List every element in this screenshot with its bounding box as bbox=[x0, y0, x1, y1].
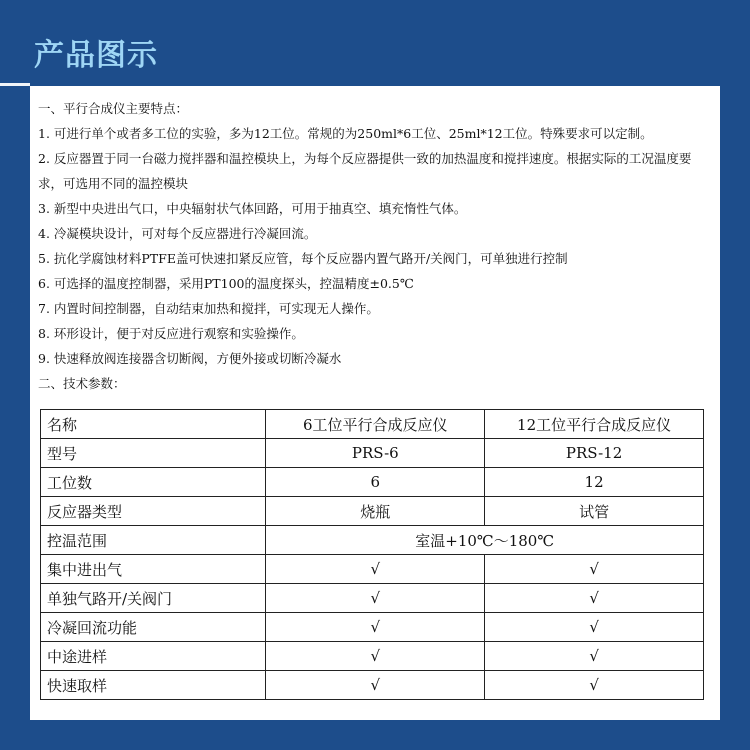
table-header-cell: 名称 bbox=[41, 410, 266, 439]
specs-table bbox=[40, 409, 704, 700]
table-cell: 反应器类型 bbox=[41, 497, 266, 526]
table-cell: PRS-6 bbox=[266, 439, 485, 468]
feature-item: 3. 新型中央进出气口，中央辐射状气体回路，可用于抽真空、填充惰性气体。 bbox=[38, 201, 467, 216]
check-icon: √ bbox=[589, 676, 599, 694]
table-cell: 型号 bbox=[41, 439, 266, 468]
check-icon: √ bbox=[589, 589, 599, 607]
table-cell-merged: 室温+10℃～180℃ bbox=[266, 526, 704, 555]
params-heading: 二、技术参数： bbox=[38, 376, 126, 391]
table-row bbox=[41, 642, 704, 671]
check-icon: √ bbox=[589, 647, 599, 665]
table-cell: PRS-12 bbox=[485, 439, 704, 468]
check-icon: √ bbox=[370, 647, 381, 665]
check-icon: √ bbox=[370, 589, 381, 607]
table-row bbox=[41, 497, 704, 526]
title-underline bbox=[0, 83, 30, 86]
table-row bbox=[41, 584, 704, 613]
features-heading: 一、平行合成仪主要特点： bbox=[38, 101, 189, 116]
check-cell bbox=[485, 642, 704, 671]
table-row bbox=[41, 468, 704, 497]
feature-item: 6. 可选择的温度控制器，采用PT100的温度探头，控温精度±0.5℃ bbox=[38, 276, 414, 291]
table-row bbox=[41, 613, 704, 642]
table-header-row bbox=[41, 410, 704, 439]
check-icon: √ bbox=[370, 560, 381, 578]
feature-item: 4. 冷凝模块设计，可对每个反应器进行冷凝回流。 bbox=[38, 226, 317, 241]
check-icon: √ bbox=[370, 676, 381, 694]
check-icon: √ bbox=[370, 618, 381, 636]
check-cell bbox=[266, 555, 485, 584]
features-section bbox=[38, 96, 714, 396]
table-cell: 集中进出气 bbox=[41, 555, 266, 584]
feature-item: 5. 抗化学腐蚀材料PTFE盖可快速扣紧反应管，每个反应器内置气路开/关阀门，可单独进行控制 bbox=[38, 251, 568, 266]
check-cell bbox=[485, 584, 704, 613]
feature-item: 9. 快速释放阀连接器含切断阀，方便外接或切断冷凝水 bbox=[38, 351, 342, 366]
check-cell bbox=[266, 584, 485, 613]
table-cell: 试管 bbox=[485, 497, 704, 526]
table-row bbox=[41, 555, 704, 584]
table-cell: 控温范围 bbox=[41, 526, 266, 555]
table-cell: 烧瓶 bbox=[266, 497, 485, 526]
check-cell bbox=[485, 671, 704, 700]
table-cell: 6 bbox=[266, 468, 485, 497]
check-cell bbox=[485, 613, 704, 642]
feature-item: 7. 内置时间控制器，自动结束加热和搅拌，可实现无人操作。 bbox=[38, 301, 379, 316]
check-icon: √ bbox=[589, 560, 599, 578]
table-row bbox=[41, 526, 704, 555]
table-cell: 中途进样 bbox=[41, 642, 266, 671]
check-cell bbox=[485, 555, 704, 584]
table-row bbox=[41, 439, 704, 468]
table-header-cell: 6工位平行合成反应仪 bbox=[266, 410, 485, 439]
check-icon: √ bbox=[589, 618, 599, 636]
feature-item: 8. 环形设计，便于对反应进行观察和实验操作。 bbox=[38, 326, 304, 341]
check-cell bbox=[266, 613, 485, 642]
table-cell: 12 bbox=[485, 468, 704, 497]
page-title: 产品图示 bbox=[34, 38, 158, 73]
check-cell bbox=[266, 642, 485, 671]
feature-item: 2. 反应器置于同一台磁力搅拌器和温控模块上，为每个反应器提供一致的加热温度和搅拌速度。根据实际的工况温度要求，可选用不同的温控模块 bbox=[38, 151, 692, 191]
check-cell bbox=[266, 671, 485, 700]
feature-item: 1. 可进行单个或者多工位的实验，多为12工位。常规的为250ml*6工位、25ml*12工位。特殊要求可以定制。 bbox=[38, 126, 653, 141]
bottom-border bbox=[0, 720, 750, 750]
table-cell: 快速取样 bbox=[41, 671, 266, 700]
table-header-cell: 12工位平行合成反应仪 bbox=[485, 410, 704, 439]
table-cell: 工位数 bbox=[41, 468, 266, 497]
table-cell: 冷凝回流功能 bbox=[41, 613, 266, 642]
table-cell: 单独气路开/关阀门 bbox=[41, 584, 266, 613]
content-panel bbox=[30, 86, 720, 720]
table-row bbox=[41, 671, 704, 700]
